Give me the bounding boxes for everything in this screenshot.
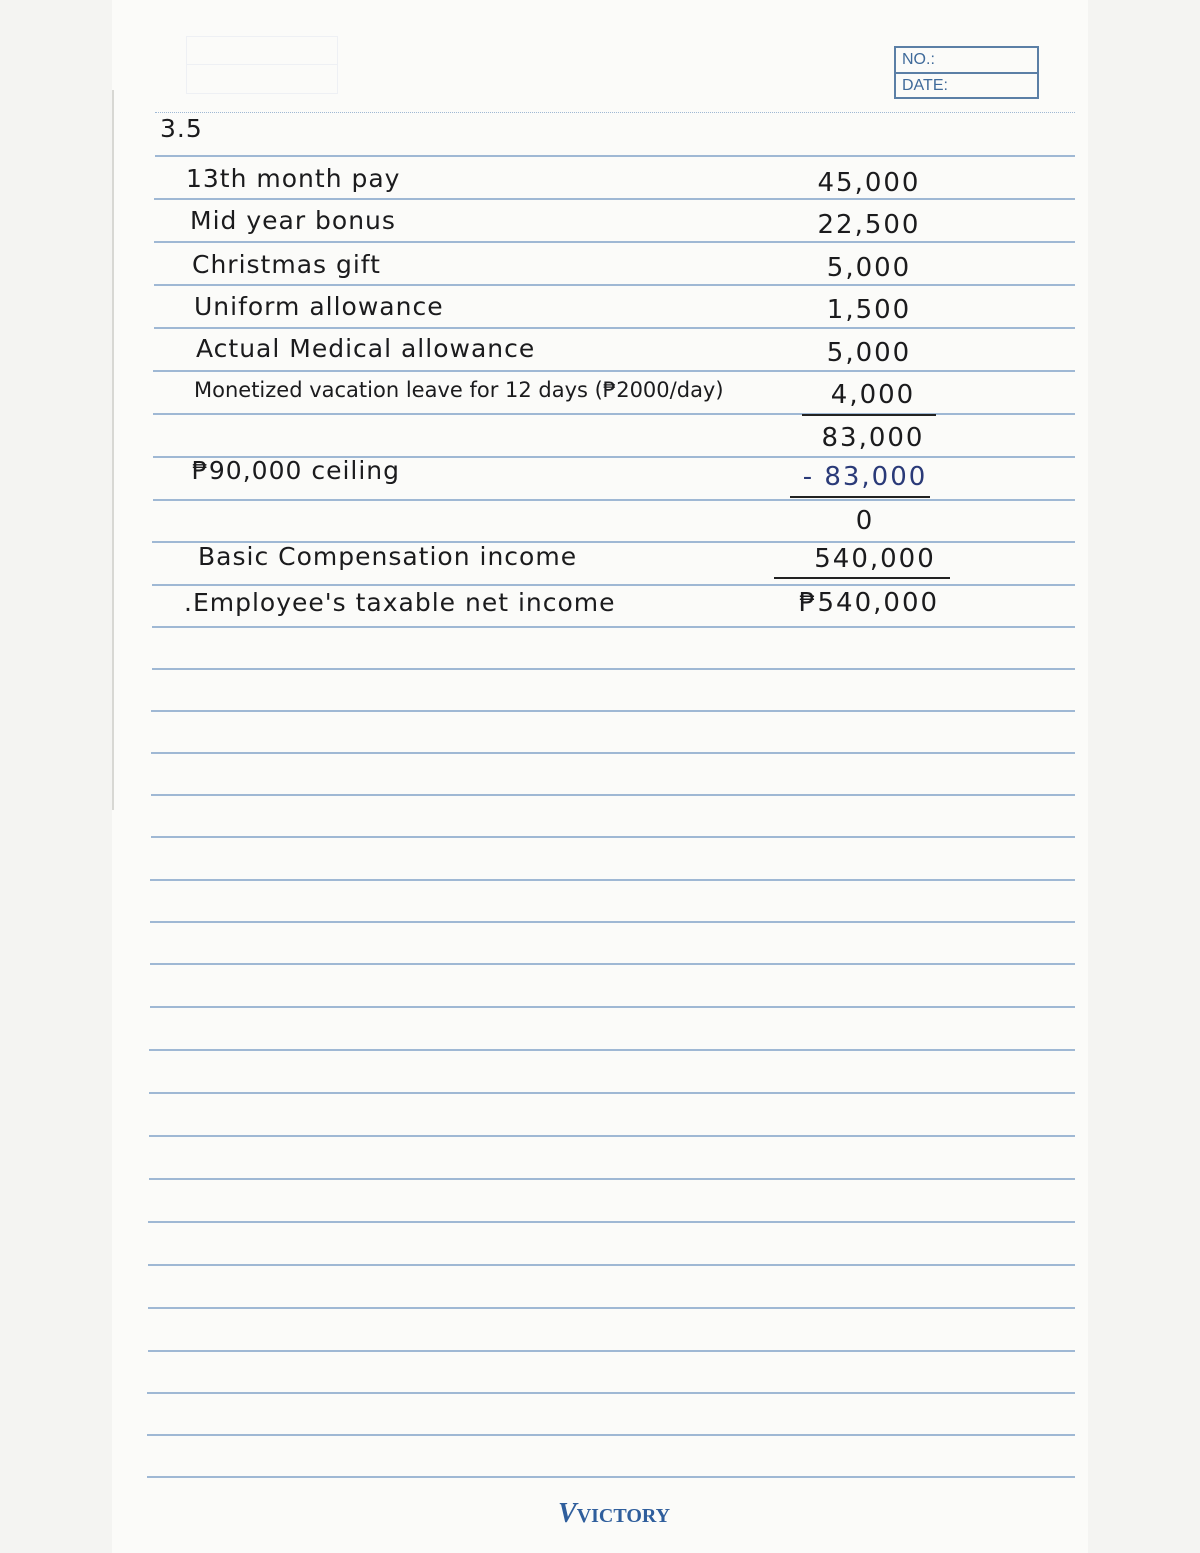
ruled-line: [154, 198, 1075, 200]
excess-amount: 0: [855, 506, 875, 536]
item-amount: 22,500: [817, 210, 921, 240]
ruled-line: [153, 499, 1075, 501]
item-label: Christmas gift: [192, 250, 381, 279]
ruled-line: [153, 413, 1075, 415]
ruled-line: [154, 284, 1075, 286]
ceiling-amount: - 83,000: [802, 462, 928, 492]
ruled-line: [151, 794, 1075, 796]
item-label: Monetized vacation leave for 12 days (₱2000/day): [194, 378, 724, 402]
item-label: Mid year bonus: [190, 206, 396, 235]
ruled-line: [149, 1178, 1075, 1180]
ruled-line: [155, 112, 1075, 113]
ruled-line: [153, 370, 1075, 372]
page-edge-shadow: [112, 90, 114, 810]
ruled-line: [151, 710, 1075, 712]
ruled-line: [154, 241, 1075, 243]
ruled-line: [152, 584, 1075, 586]
net-income-label: .Employee's taxable net income: [184, 588, 616, 617]
ruled-line: [149, 1092, 1075, 1094]
ruled-line: [148, 1350, 1075, 1352]
net-income-amount: ₱540,000: [798, 588, 940, 618]
item-label: Uniform allowance: [194, 292, 444, 321]
item-amount: 1,500: [826, 295, 912, 325]
faded-header-box: [186, 36, 338, 94]
victory-logo-mark: V: [558, 1498, 577, 1529]
item-label: Actual Medical allowance: [196, 334, 536, 363]
ruled-line: [150, 921, 1075, 923]
item-amount: 45,000: [817, 168, 921, 198]
ruled-line: [148, 1264, 1075, 1266]
basic-label: Basic Compensation income: [198, 542, 578, 571]
ruled-line: [152, 626, 1075, 628]
ruled-line: [148, 1307, 1075, 1309]
ruled-line: [147, 1476, 1075, 1478]
ruled-line: [151, 836, 1075, 838]
ruled-line: [152, 668, 1075, 670]
ruled-line: [151, 752, 1075, 754]
ruled-line: [150, 1006, 1075, 1008]
item-label: 13th month pay: [186, 164, 401, 193]
basic-underline: [774, 577, 950, 579]
ruled-line: [147, 1392, 1075, 1394]
no-date-box: [894, 46, 1039, 99]
ruled-line: [147, 1434, 1075, 1436]
subtotal-underline: [802, 414, 936, 416]
ruled-line: [150, 879, 1075, 881]
victory-logo-text: VICTORY: [576, 1505, 671, 1527]
ruled-line: [154, 327, 1075, 329]
victory-logo: [558, 1498, 671, 1530]
ruled-line: [150, 963, 1075, 965]
ruled-line: [148, 1221, 1075, 1223]
date-label: DATE:: [896, 72, 1037, 98]
ceiling-label: ₱90,000 ceiling: [192, 456, 401, 485]
subtotal-amount: 83,000: [821, 423, 925, 453]
ceiling-underline: [790, 496, 930, 498]
item-amount: 4,000: [830, 380, 916, 410]
no-label: NO.:: [902, 51, 935, 68]
item-amount: 5,000: [826, 253, 912, 283]
basic-amount: 540,000: [814, 544, 936, 574]
ruled-line: [149, 1135, 1075, 1137]
ruled-line: [149, 1049, 1075, 1051]
problem-number: 3.5: [160, 114, 203, 143]
ruled-line: [155, 155, 1075, 157]
item-amount: 5,000: [826, 338, 912, 368]
